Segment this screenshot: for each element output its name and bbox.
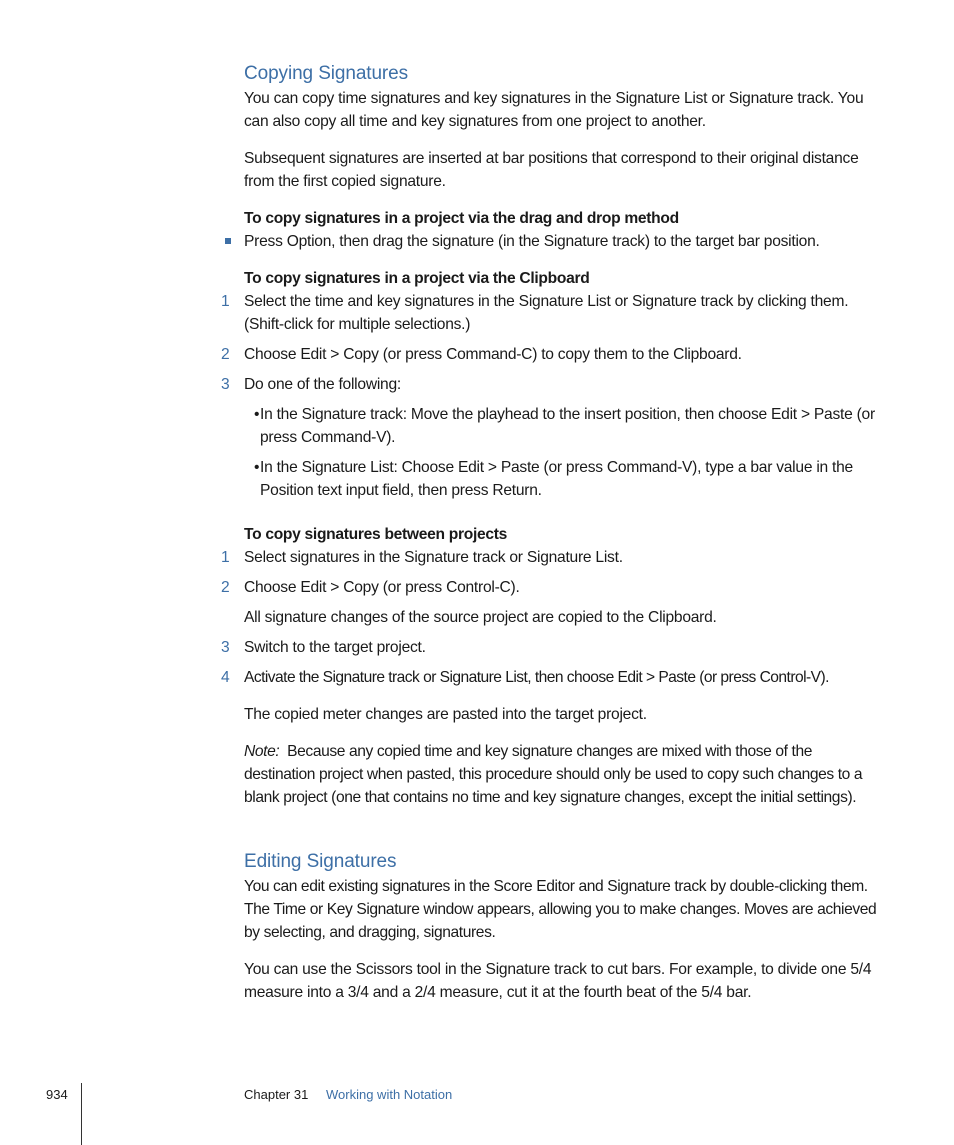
pasted-result-text: The copied meter changes are pasted into the target project. — [244, 706, 647, 723]
between-step: Activate the Signature track or Signature List, then choose Edit > Paste (or press Control-V). — [244, 669, 829, 686]
step-number: 4 — [221, 669, 230, 686]
editing-paragraph-2: You can use the Scissors tool in the Signature track to cut bars. For example, to divide one 5/4 measure into a 3/4 and a 2/4 measure, cut it at the fourth beat of the 5/4 bar. — [244, 961, 872, 1001]
step-number: 2 — [221, 579, 230, 596]
between-step: Switch to the target project. — [244, 639, 426, 656]
section-title-editing: Editing Signatures — [244, 851, 397, 872]
clipboard-step: Do one of the following: — [244, 376, 401, 393]
step-number: 3 — [221, 639, 230, 656]
editing-paragraph-1: You can edit existing signatures in the Score Editor and Signature track by double-clicking them. The Time or Key Signature window appears, allowing you to make changes. Moves are achieved by selecting, and dragging, signatures. — [244, 878, 877, 941]
between-step-note: All signature changes of the source project are copied to the Clipboard. — [244, 609, 717, 626]
between-step: Select signatures in the Signature track or Signature List. — [244, 549, 623, 566]
procedure-heading-drag: To copy signatures in a project via the drag and drop method — [244, 210, 679, 227]
step-number: 1 — [221, 293, 230, 310]
bullet-square-icon — [225, 238, 231, 244]
bullet-dot-icon: • — [254, 459, 260, 476]
clipboard-step: Select the time and key signatures in the Signature List or Signature track by clicking them. (Shift-click for multiple selections.) — [244, 293, 849, 333]
note-paragraph — [244, 740, 884, 809]
section-title-copying: Copying Signatures — [244, 63, 409, 84]
footer-divider — [81, 1083, 82, 1145]
footer-chapter: Chapter 31 — [244, 1087, 309, 1102]
note-label: Note: — [244, 743, 280, 760]
procedure-heading-between: To copy signatures between projects — [244, 526, 508, 543]
bullet-dot-icon: • — [254, 406, 260, 423]
clipboard-option: In the Signature track: Move the playhead to the insert position, then choose Edit > Paste (or press Command-V). — [260, 406, 875, 446]
procedure-heading-clipboard: To copy signatures in a project via the Clipboard — [244, 270, 590, 287]
page-number: 934 — [46, 1087, 68, 1102]
between-step: Choose Edit > Copy (or press Control-C). — [244, 579, 520, 596]
step-number: 1 — [221, 549, 230, 566]
drag-step: Press Option, then drag the signature (in the Signature track) to the target bar position. — [244, 233, 820, 250]
footer-chapter-title: Working with Notation — [326, 1087, 453, 1102]
step-number: 2 — [221, 346, 230, 363]
note-text: Because any copied time and key signature changes are mixed with those of the destination project when pasted, this procedure should only be used to copy such changes to a blank project (one that contains no time and key signature changes, except the initial settings). — [244, 743, 863, 806]
clipboard-step: Choose Edit > Copy (or press Command-C) to copy them to the Clipboard. — [244, 346, 742, 363]
copying-paragraph-2: Subsequent signatures are inserted at bar positions that correspond to their original distance from the first copied signature. — [244, 150, 859, 190]
step-number: 3 — [221, 376, 230, 393]
copying-intro: You can copy time signatures and key signatures in the Signature List or Signature track. You can also copy all time and key signatures from one project to another. — [244, 90, 864, 130]
clipboard-option: In the Signature List: Choose Edit > Paste (or press Command-V), type a bar value in the Position text input field, then press Return. — [260, 459, 853, 499]
